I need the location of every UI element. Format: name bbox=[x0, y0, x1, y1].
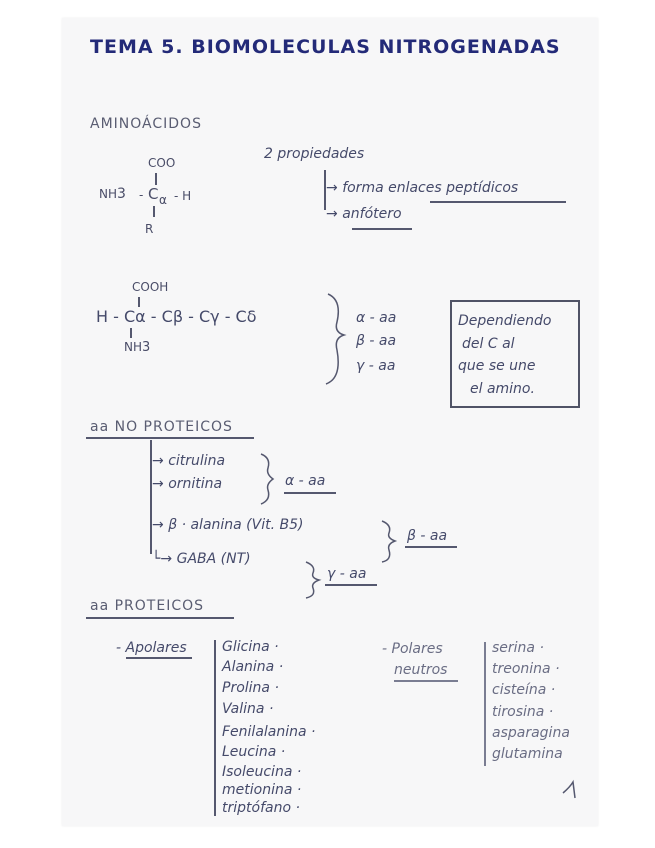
beta-aa-label: β - aa bbox=[407, 528, 448, 544]
underline bbox=[284, 492, 336, 494]
underline bbox=[325, 584, 377, 586]
carbon-chain: H - Cα - Cβ - Cγ - Cδ bbox=[96, 307, 257, 326]
amino-acid-item: serina · bbox=[492, 640, 544, 656]
polar-label: neutros bbox=[394, 662, 448, 678]
list-item: → citrulina bbox=[152, 453, 226, 469]
underline bbox=[126, 657, 192, 659]
protein-aa-heading: aa PROTEICOS bbox=[90, 598, 205, 614]
note-line: el amino. bbox=[470, 381, 535, 397]
list-item: └→ GABA (NT) bbox=[152, 551, 251, 567]
list-bracket bbox=[214, 640, 216, 816]
amino-acid-item: asparagina bbox=[492, 725, 570, 741]
property-item: → anfótero bbox=[326, 206, 402, 222]
amino-acid-item: metionina · bbox=[222, 782, 302, 798]
amino-acid-item: triptófano · bbox=[222, 800, 300, 816]
amino-acid-item: Glicina · bbox=[222, 639, 279, 655]
bond-dash: - bbox=[139, 188, 144, 202]
h-label: - H bbox=[174, 189, 192, 203]
amino-acid-item: Leucina · bbox=[222, 744, 286, 760]
aminoacidos-heading: AMINOÁCIDOS bbox=[90, 116, 202, 132]
amino-acid-item: tirosina · bbox=[492, 704, 554, 720]
coo-label: COO bbox=[148, 156, 176, 170]
cooh-label: COOH bbox=[132, 280, 169, 294]
amino-acid-item: glutamina bbox=[492, 746, 563, 762]
non-protein-aa-heading: aa NO PROTEICOS bbox=[90, 419, 233, 435]
amino-acid-item: Valina · bbox=[222, 701, 274, 717]
nh3-label: NH3 bbox=[99, 186, 126, 202]
heading-underline bbox=[86, 437, 254, 439]
alpha-aa-label: α - aa bbox=[285, 473, 326, 489]
alpha-aa-label: α - aa bbox=[356, 310, 397, 326]
r-label: R bbox=[145, 222, 154, 236]
alpha-subscript: α bbox=[159, 193, 167, 207]
page-title: TEMA 5. BIOMOLECULAS NITROGENADAS bbox=[90, 36, 561, 58]
amino-acid-item: Fenilalanina · bbox=[222, 724, 316, 740]
note-line: que se une bbox=[458, 358, 536, 374]
note-line: del C al bbox=[462, 336, 515, 352]
gamma-aa-label: γ - aa bbox=[327, 566, 367, 582]
apolar-label: - Apolares bbox=[116, 640, 187, 656]
heading-underline bbox=[86, 617, 234, 619]
list-bracket bbox=[484, 642, 486, 766]
amino-acid-item: Isoleucina · bbox=[222, 764, 302, 780]
nh3-label: NH3 bbox=[124, 340, 151, 355]
list-item: → β · alanina (Vit. B5) bbox=[152, 517, 304, 533]
polar-label: - Polares bbox=[382, 641, 443, 657]
property-item: → forma enlaces peptídicos bbox=[326, 180, 519, 196]
properties-title: 2 propiedades bbox=[264, 146, 365, 162]
amino-acid-item: treonina · bbox=[492, 661, 560, 677]
beta-aa-label: β - aa bbox=[356, 333, 397, 349]
list-item: → ornitina bbox=[152, 476, 223, 492]
gamma-aa-label: γ - aa bbox=[356, 358, 396, 374]
amino-acid-item: Prolina · bbox=[222, 680, 279, 696]
amino-acid-item: Alanina · bbox=[222, 659, 284, 675]
amino-acid-item: cisteína · bbox=[492, 682, 556, 698]
note-line: Dependiendo bbox=[458, 313, 552, 329]
underline bbox=[405, 546, 457, 548]
carbon-label: C bbox=[148, 185, 159, 203]
underline bbox=[394, 680, 458, 682]
